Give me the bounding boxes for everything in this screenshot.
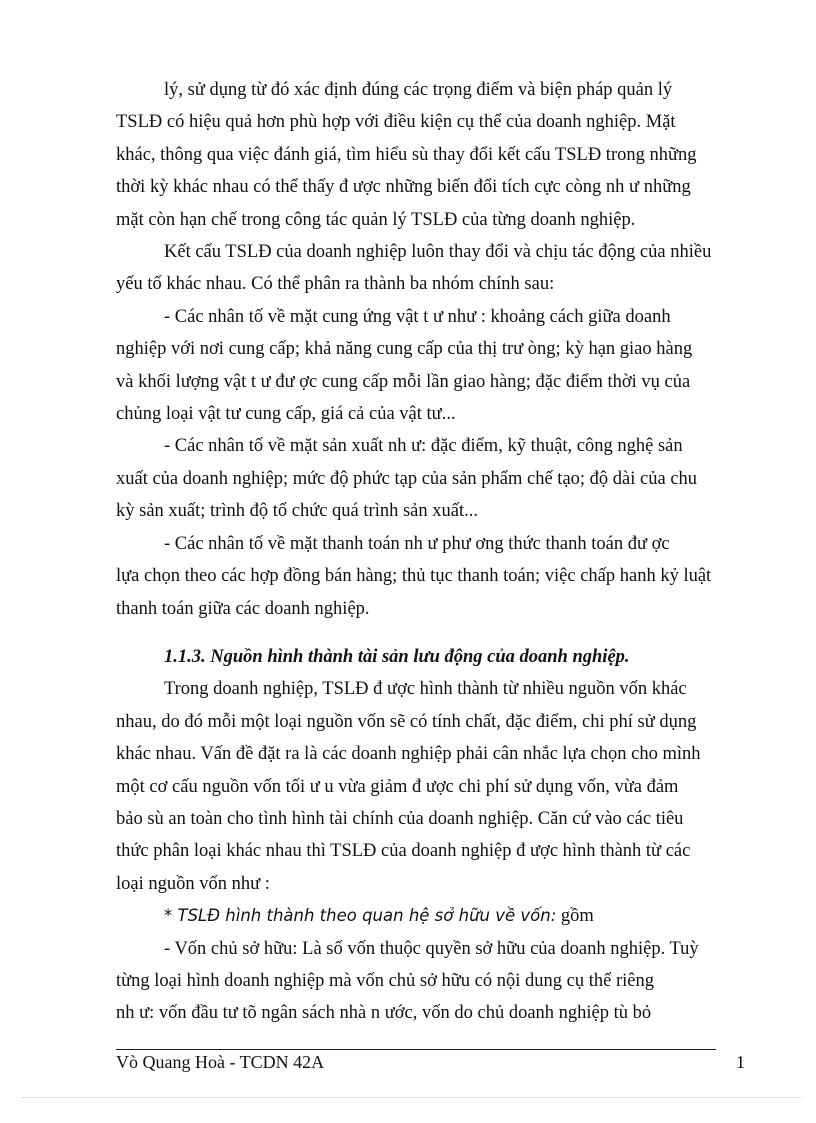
text-line: lý, sử dụng từ đó xác định đúng các trọng điểm và biện pháp quản lý (164, 80, 673, 100)
text-line: nghiệp với nơi cung cấp; khả năng cung cấp của thị trư òng; kỳ hạn giao hàng (116, 339, 693, 360)
paragraph-1 (116, 74, 740, 236)
text-line: thời kỳ khác nhau có thể thấy đ ược những biến đổi tích cực còng nh ư những (116, 177, 691, 198)
paragraph-3 (116, 301, 740, 431)
text-line: loại nguồn vốn như : (116, 873, 270, 894)
footer-author: Vò Quang Hoà - TCDN 42A (116, 1052, 325, 1072)
text-line: Kết cấu TSLĐ của doanh nghiệp luôn thay đổi và chịu tác động của nhiều (164, 242, 712, 263)
text-line: thanh toán giữa các doanh nghiệp. (116, 598, 370, 619)
text-line: và khối lượng vật t ư đư ợc cung cấp mỗi lần giao hàng; đặc điểm thời vụ của (116, 371, 691, 392)
text-line: nh ư: vốn đầu tư tõ ngân sách nhà n ước, vốn do chủ doanh nghiệp tù bỏ (116, 1003, 652, 1024)
text-line: - Vốn chủ sở hữu: Là số vốn thuộc quyền sở hữu của doanh nghiệp. Tuỳ (164, 938, 699, 959)
paragraph-4 (116, 430, 740, 527)
text-line: - Các nhân tố về mặt thanh toán nh ư phư ơng thức thanh toán đư ợc (164, 533, 670, 554)
text-line: khác, thông qua việc đánh giá, tìm hiểu sù thay đổi kết cấu TSLĐ trong những (116, 144, 697, 165)
text-line: kỳ sản xuất; trình độ tổ chức quá trình sản xuất... (116, 501, 478, 522)
text-line: xuất của doanh nghiệp; mức độ phức tạp của sản phẩm chế tạo; độ dài của chu (116, 468, 698, 489)
footer-divider (116, 1049, 716, 1050)
italic-subheading: * TSLĐ hình thành theo quan hệ sở hữu về vốn: (164, 906, 557, 926)
section-heading: 1.1.3. Nguồn hình thành tài sản lưu động của doanh nghiệp. (164, 646, 630, 667)
paragraph-5 (116, 528, 740, 625)
text-line: Trong doanh nghiệp, TSLĐ đ ược hình thành từ nhiều nguồn vốn khác (164, 679, 687, 700)
page-number: 1 (736, 1052, 745, 1072)
document-body (116, 74, 740, 1030)
text-line: lựa chọn theo các hợp đồng bán hàng; thủ tục thanh toán; việc chấp hanh kỷ luật (116, 566, 712, 587)
text-line: thức phân loại khác nhau thì TSLĐ của doanh nghiệp đ ược hình thành từ các (116, 841, 691, 862)
paragraph-6 (116, 673, 740, 900)
page-break-divider (22, 1097, 802, 1098)
paragraph-7 (116, 900, 740, 932)
text-line: khác nhau. Vấn đề đặt ra là các doanh nghiệp phải cân nhắc lựa chọn cho mình (116, 744, 701, 765)
text-line: - Các nhân tố về mặt sản xuất nh ư: đặc điểm, kỹ thuật, công nghệ sản (164, 436, 683, 457)
text-line: nhau, do đó mỗi một loại nguồn vốn sẽ có tính chất, đặc điểm, chi phí sử dụng (116, 711, 697, 732)
text-line: một cơ cấu nguồn vốn tối ư u vừa giảm đ ược chi phí sử dụng vốn, vừa đảm (116, 776, 679, 797)
text-inline: gồm (556, 906, 594, 927)
paragraph-8 (116, 933, 740, 1030)
text-line: bảo sù an toàn cho tình hình tài chính của doanh nghiệp. Căn cứ vào các tiêu (116, 808, 684, 829)
text-line: yếu tố khác nhau. Có thể phân ra thành ba nhóm chính sau: (116, 274, 555, 295)
text-line: TSLĐ có hiệu quả hơn phù hợp với điều kiện cụ thể của doanh nghiệp. Mặt (116, 112, 676, 133)
text-line: chủng loại vật tư cung cấp, giá cả của vật tư... (116, 404, 456, 425)
text-line: - Các nhân tố về mặt cung ứng vật t ư như : khoảng cách giữa doanh (164, 306, 671, 327)
text-line: từng loại hình doanh nghiệp mà vốn chủ sở hữu có nội dung cụ thể riêng (116, 970, 654, 991)
text-line: mặt còn hạn chế trong công tác quản lý TSLĐ của từng doanh nghiệp. (116, 209, 636, 230)
paragraph-2 (116, 236, 740, 301)
